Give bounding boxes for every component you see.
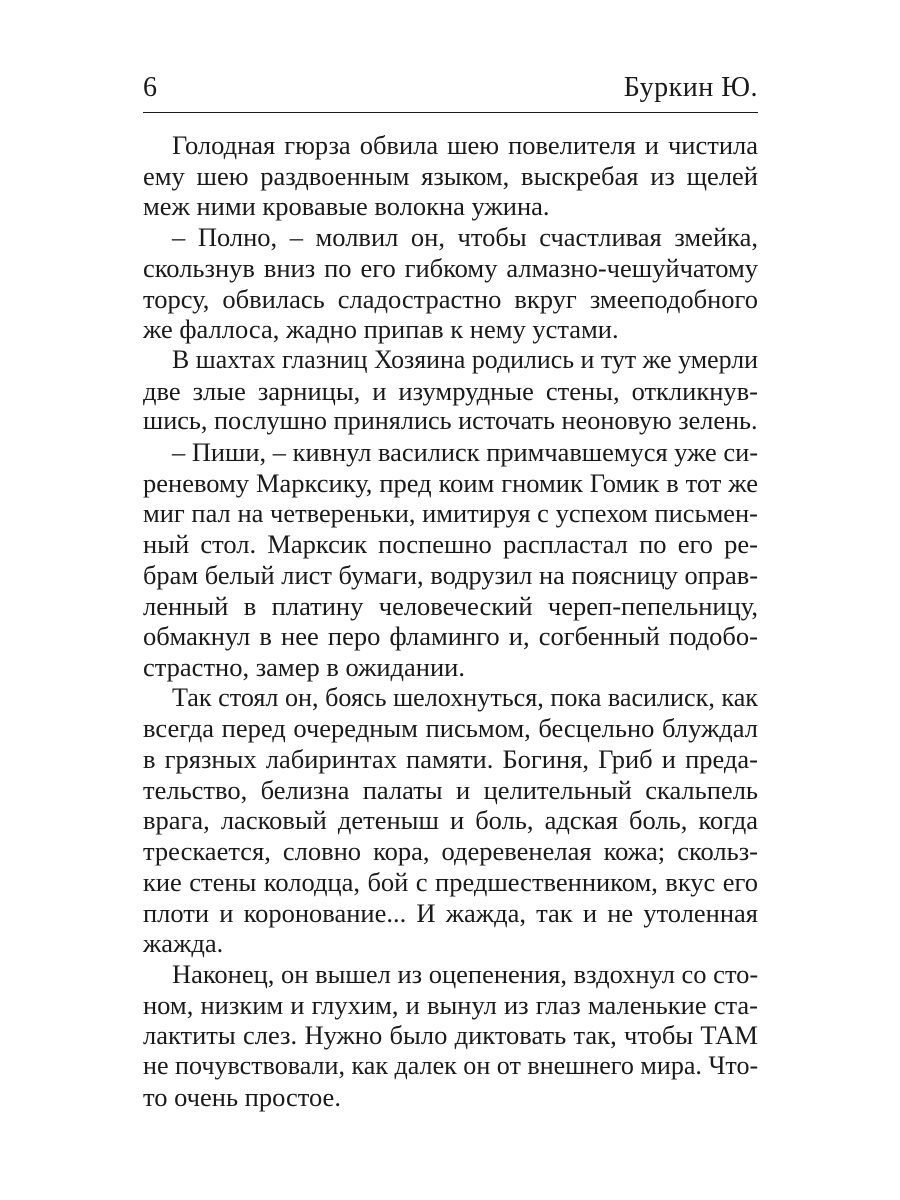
text-line: плоти и коронование... И жажда, так и не утоленная [143,897,758,928]
text-line: – Полно, – молвил он, чтобы счастливая змейка, [172,222,758,253]
header-rule [143,112,758,113]
text-line: обмакнул в нее перо фламинго и, согбенный подобо- [143,621,758,652]
text-line: страстно, замер в ожидании. [143,651,465,682]
text-line: ленный в платину человеческий череп-пепельницу, [143,590,758,621]
paragraph-1 [143,130,758,222]
text-line: брам белый лист бумаги, водрузил на поясницу оправ- [143,559,758,590]
text-line: Так стоял он, боясь шелохнуться, пока василиск, как [172,682,758,712]
text-line: скользнув вниз по его гибкому алмазно-чешуйчатому [143,252,758,283]
paragraph-4 [143,437,758,683]
text-line: ном, низким и глухим, и вынул из глаз маленькие ста- [143,989,758,1020]
paragraph-5 [143,683,758,959]
text-line: реневому Марксику, пред коим гномик Гомик в тот же [143,467,758,498]
text-line: не почувствовали, как далек он от внешнего мира. Что- [143,1051,759,1081]
body-text [143,130,758,1113]
text-line: В шахтах глазниц Хозяина родились и тут же умерли [172,344,758,374]
text-line: жажда. [143,928,224,959]
text-line: лактиты слез. Нужно было диктовать так, чтобы ТАМ [143,1020,758,1051]
running-header [143,68,758,108]
text-line: трескается, словно кора, одеревенелая кожа; скольз- [143,836,758,867]
text-line: торсу, обвилась сладострастно вкруг змееподобного [143,283,758,314]
paragraph-6 [143,959,758,1113]
text-line: всегда перед очередным письмом, бесцельно блуждал [143,713,758,744]
paragraph-2 [143,222,758,345]
text-line: ный стол. Марксик поспешно распластал по его ре- [143,529,758,560]
text-line: Голодная гюрза обвила шею повелителя и чистила [172,130,758,160]
text-line: шись, послушно принялись источать неоновую зелень. [143,406,758,436]
text-line: – Пиши, – кивнул василиск примчавшемуся уже си- [172,437,758,468]
text-line: то очень простое. [143,1081,341,1112]
page-number: 6 [143,72,157,103]
text-line: миг пал на четвереньки, имитируя с успехом письмен- [143,498,758,529]
text-line: кие стены колодца, бой с предшественником, вкус его [143,866,758,897]
running-head-author: Буркин Ю. [623,72,758,103]
text-line: в грязных лабиринтах памяти. Богиня, Гриб и преда- [143,744,758,775]
text-line: Наконец, он вышел из оцепенения, вздохнул со сто- [172,958,759,989]
text-line: меж ними кровавые волокна ужина. [143,191,550,222]
text-line: ему шею раздвоенным языком, выскребая из щелей [143,160,758,191]
text-line: врага, ласковый детеныш и боль, адская боль, когда [143,805,758,836]
text-line: две злые зарницы, и изумрудные стены, откликнув- [143,375,758,406]
text-line: тельство, белизна палаты и целительный скальпель [143,774,758,805]
text-line: же фаллоса, жадно припав к нему устами. [143,314,619,345]
paragraph-3 [143,345,758,437]
